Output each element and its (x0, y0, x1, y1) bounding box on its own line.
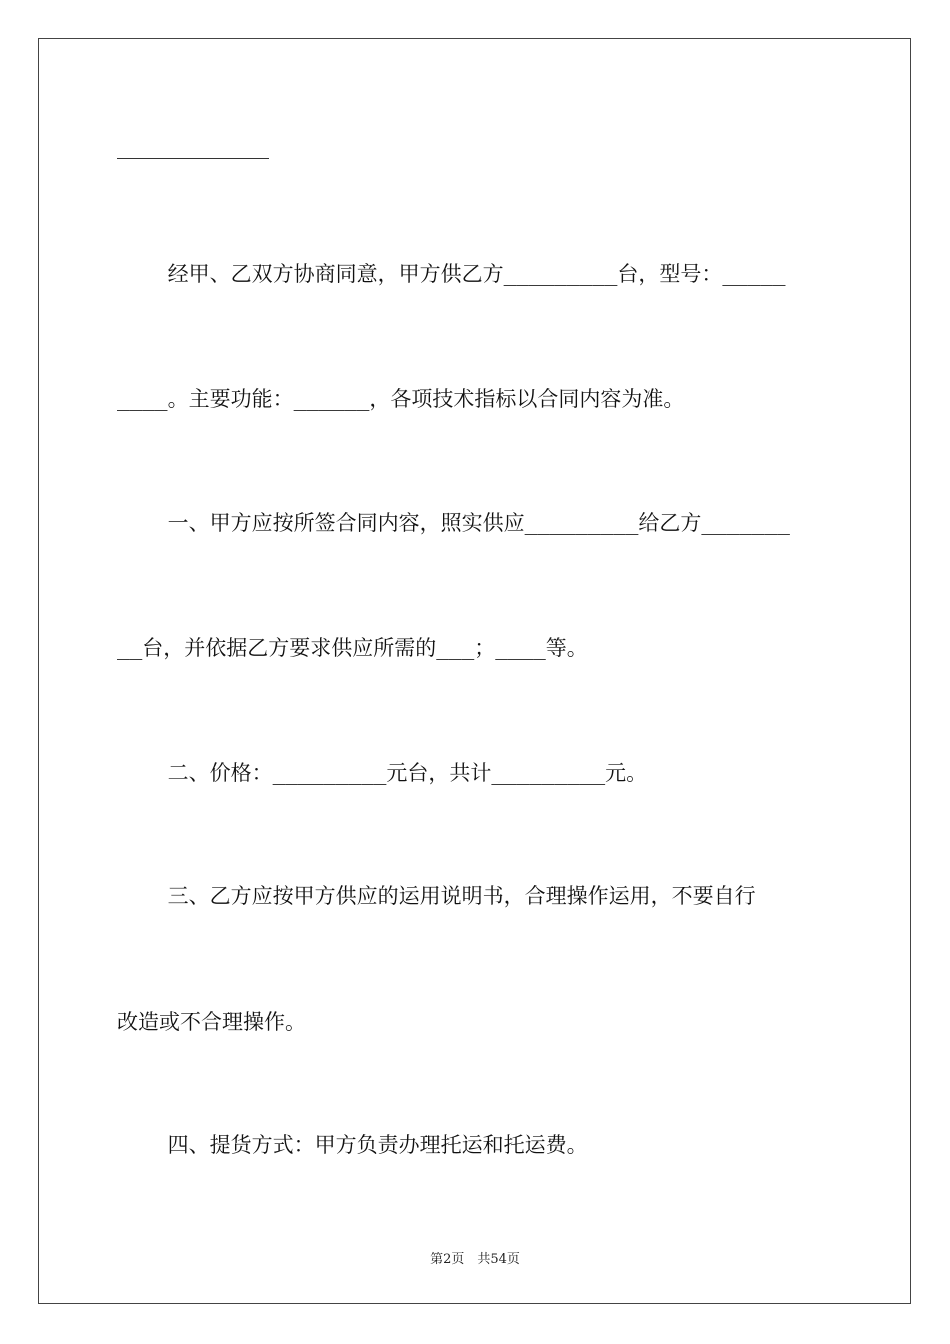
page-frame (38, 38, 911, 1304)
paragraph-line: 一、甲方应按所签合同内容，照实供应_________给乙方_______ (117, 511, 790, 535)
paragraph-line: __台，并依据乙方要求供应所需的___；____等。 (117, 636, 588, 660)
page-number: 第2页 共54页 (430, 1252, 520, 1267)
paragraph-line: 二、价格：_________元台，共计_________元。 (117, 761, 648, 785)
paragraph-line: 三、乙方应按甲方供应的运用说明书，合理操作运用，不要自行 (117, 884, 756, 908)
paragraph-line: ____。主要功能：______，各项技术指标以合同内容为准。 (117, 387, 685, 411)
paragraph-line: 经甲、乙双方协商同意，甲方供乙方_________台，型号：_____ (117, 262, 786, 286)
paragraph-line: 改造或不合理操作。 (117, 1010, 306, 1034)
paragraph-line: 四、提货方式：甲方负责办理托运和托运费。 (117, 1133, 588, 1157)
blank-underline (117, 158, 269, 159)
